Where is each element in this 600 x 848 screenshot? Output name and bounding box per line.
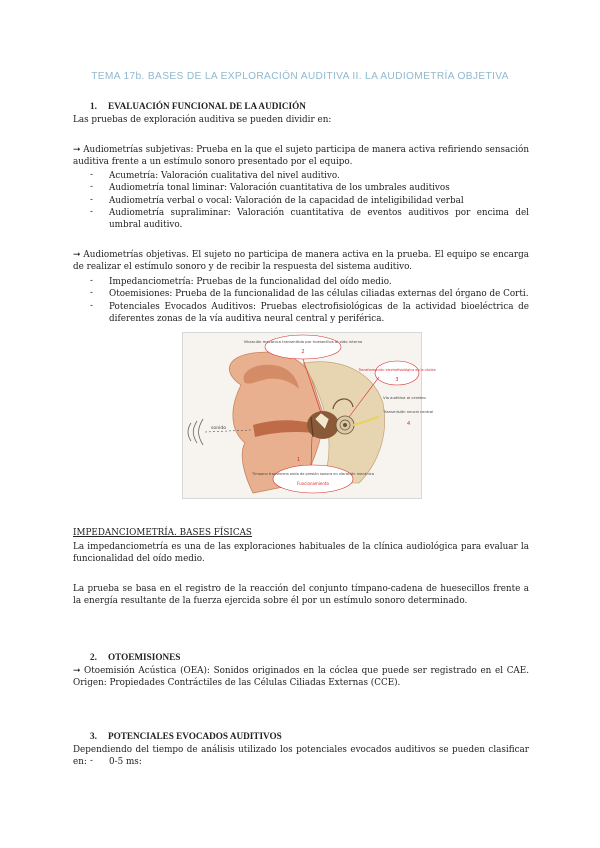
- section-3-title: POTENCIALES EVOCADOS AUDITIVOS: [108, 731, 282, 741]
- list-item: Impedanciometría: Pruebas de la funcionalidad del oído medio.: [109, 277, 392, 287]
- figure-label-right-2: Vía auditiva al cerebro: [383, 395, 426, 400]
- step-number-2: 2: [301, 349, 305, 355]
- list-item: Potenciales Evocados Auditivos: Pruebas electrofisiológicas de la actividad bioeléctrica de diferentes zonas de la vía auditiva neural central y periférica.: [109, 302, 529, 325]
- objective-audiometry-paragraph: ➞ Audiometrías objetivas. El sujeto no participa de manera activa en la prueba. El equipo se encarga de realizar el estímulo sonoro y de recibir la respuesta del sistema auditivo.: [73, 250, 529, 273]
- step-number-1: 1: [297, 457, 301, 463]
- document-title: TEMA 17b. BASES DE LA EXPLORACIÓN AUDITIVA II. LA AUDIOMETRÍA OBJETIVA: [91, 71, 509, 82]
- impedance-heading: IMPEDANCIOMETRÍA. BASES FÍSICAS: [73, 528, 252, 538]
- section-1-title: EVALUACIÓN FUNCIONAL DE LA AUDICIÓN: [108, 101, 306, 111]
- section-3-paragraph: Dependiendo del tiempo de análisis utilizado los potenciales evocados auditivos se pueden clasificar en:: [73, 745, 529, 768]
- list-dash: -: [90, 756, 93, 766]
- list-dash: -: [90, 207, 93, 217]
- section-1-number: 1.: [90, 101, 97, 111]
- section-2-title: OTOEMISIONES: [108, 652, 181, 662]
- step-number-3: 3: [395, 377, 399, 383]
- list-item: 0-5 ms:: [109, 757, 142, 767]
- section-1-intro: Las pruebas de exploración auditiva se pueden dividir en:: [73, 115, 332, 125]
- subjective-audiometry-paragraph: ➞ Audiometrías subjetivas: Prueba en la que el sujeto participa de manera activa refiriendo sensación auditiva frente a un estímulo sonoro presentado por el equipo.: [73, 145, 529, 168]
- section-3-number: 3.: [90, 731, 97, 741]
- section-2-number: 2.: [90, 652, 97, 662]
- section-2-paragraph: ➞ Otoemisión Acústica (OEA): Sonidos originados en la cóclea que puede ser registrado en el CAE. Origen: Propiedades Contráctiles de las Células Ciliadas Externas (CCE).: [73, 666, 529, 689]
- figure-label-bottom: Tímpano transforma onda de presión sonora en vibración mecánica: [252, 472, 374, 476]
- list-dash: -: [90, 170, 93, 180]
- ear-anatomy-illustration: [183, 333, 436, 498]
- list-dash: -: [90, 276, 93, 286]
- section-3-heading: [90, 731, 282, 741]
- impedance-paragraph-2: La prueba se basa en el registro de la reacción del conjunto tímpano-cadena de huesecillos frente a la energía resultante de la fuerza ejercida sobre él por un estímulo sonoro determinado.: [73, 584, 529, 607]
- list-item: Audiometría tonal liminar: Valoración cuantitativa de los umbrales auditivos: [109, 183, 450, 193]
- list-item: Acumetría: Valoración cualitativa del nivel auditivo.: [109, 171, 340, 181]
- figure-label-right-1: Transformación electrofisiológica en la cóclea: [358, 368, 436, 372]
- impedance-paragraph-1: La impedanciometría es una de las exploraciones habituales de la clínica audiológica para evaluar la funcionalidad del oído medio.: [73, 542, 529, 565]
- list-dash: -: [90, 182, 93, 192]
- section-1-heading: [90, 101, 306, 111]
- list-item: Audiometría verbal o vocal: Valoración de la capacidad de inteligibilidad verbal: [109, 196, 464, 206]
- list-dash: -: [90, 195, 93, 205]
- figure-label-right-3: Transmisión neural central: [383, 409, 434, 414]
- list-dash: -: [90, 288, 93, 298]
- step-number-4: 4: [407, 421, 411, 427]
- list-item: Audiometría supraliminar: Valoración cuantitativa de eventos auditivos por encima del umbral auditivo.: [109, 208, 529, 231]
- section-2-heading: [90, 652, 180, 662]
- list-item: Otoemisiones: Prueba de la funcionalidad de las células ciliadas externas del órgano de Corti.: [109, 289, 529, 299]
- ear-anatomy-figure: [182, 332, 436, 499]
- sound-label: sonido: [211, 426, 227, 431]
- list-dash: -: [90, 301, 93, 311]
- figure-label-top: Vibración mecánica transmitida por huesecillos al oído interno: [243, 339, 363, 344]
- figure-label-bottom-red: Funcionamiento: [297, 481, 329, 486]
